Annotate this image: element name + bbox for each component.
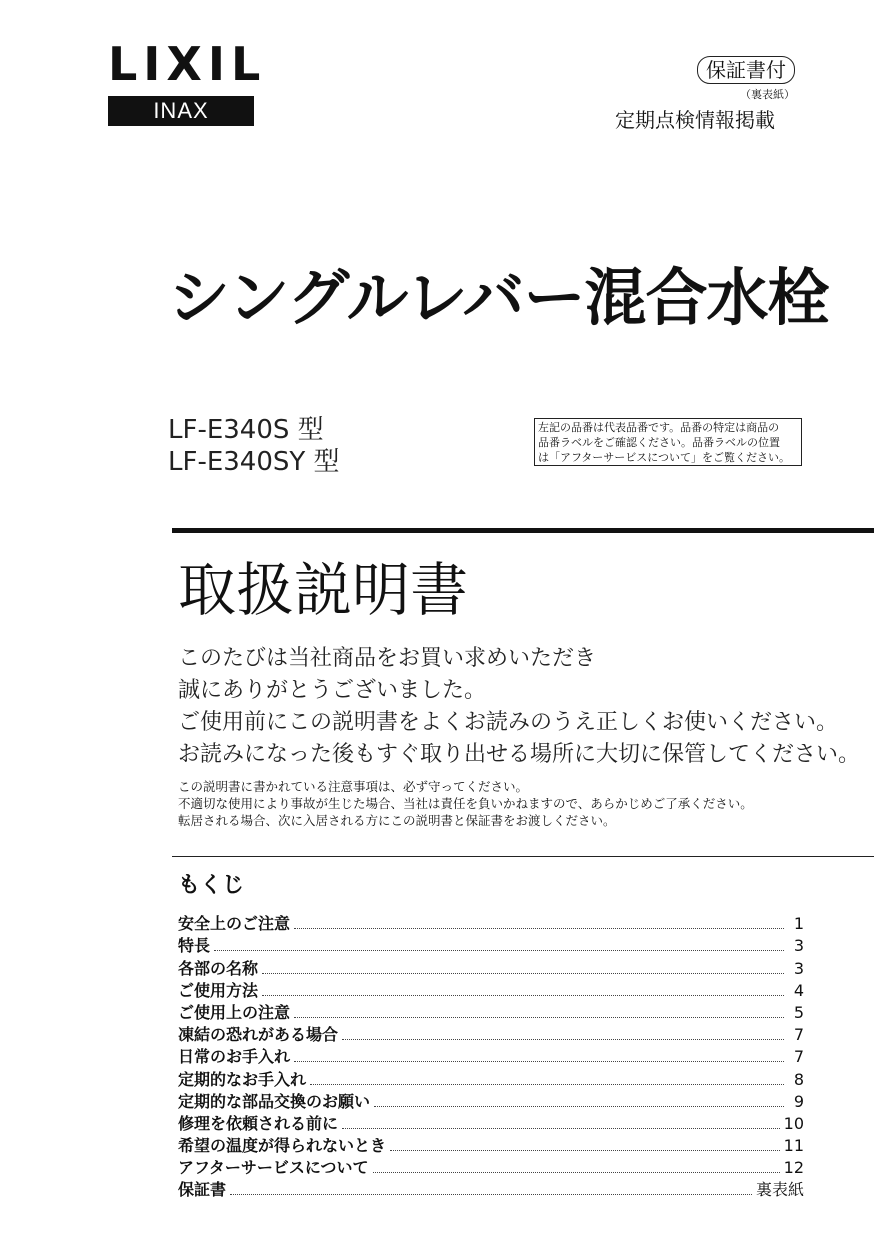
toc-item[interactable] [178, 1112, 804, 1134]
toc-label: 定期的なお手入れ [178, 1069, 307, 1089]
manual-title: 取扱説明書 [178, 556, 469, 624]
toc-leader [373, 1171, 780, 1173]
model-notice-box [534, 418, 802, 466]
warranty-location: （裏表紙） [740, 88, 795, 101]
caution-line: 転居される場合、次に入居される方にこの説明書と保証書をお渡しください。 [178, 813, 616, 828]
notice-line: 品番ラベルをご確認ください。品番ラベルの位置 [538, 436, 780, 449]
toc-leader [214, 949, 784, 951]
toc-page: 9 [793, 1091, 804, 1111]
section-divider [172, 528, 874, 533]
toc-item[interactable] [178, 1178, 804, 1200]
toc-leader [294, 927, 784, 929]
toc-leader [310, 1083, 784, 1085]
toc-label: 修理を依頼される前に [178, 1113, 339, 1133]
toc-item[interactable] [178, 912, 804, 934]
toc-page: 3 [793, 936, 804, 956]
toc-item[interactable] [178, 1156, 804, 1178]
toc-label: 凍結の恐れがある場合 [178, 1025, 339, 1045]
toc-page: 7 [793, 1047, 804, 1067]
toc-leader [262, 994, 784, 996]
toc-label: 日常のお手入れ [178, 1047, 291, 1067]
toc-page: 12 [783, 1158, 804, 1178]
toc-page: 7 [793, 1025, 804, 1045]
toc-heading: もくじ [178, 873, 245, 898]
toc-leader [390, 1149, 780, 1151]
table-of-contents [178, 912, 804, 1200]
caution-line: この説明書に書かれている注意事項は、必ず守ってください。 [178, 779, 529, 794]
toc-label: 保証書 [178, 1180, 227, 1200]
toc-leader [342, 1127, 780, 1129]
toc-item[interactable] [178, 1090, 804, 1112]
toc-item[interactable] [178, 956, 804, 978]
toc-item[interactable] [178, 1045, 804, 1067]
toc-page: 11 [783, 1136, 804, 1156]
toc-item[interactable] [178, 1001, 804, 1023]
warranty-badge: 保証書付 [697, 56, 795, 84]
toc-label: 特長 [178, 936, 211, 956]
toc-page: 10 [783, 1113, 804, 1133]
caution-line: 不適切な使用により事故が生じた場合、当社は責任を負いかねますので、あらかじめご了承ください。 [178, 796, 753, 811]
toc-item[interactable] [178, 979, 804, 1001]
toc-page: 1 [793, 914, 804, 934]
brand-logo: LIXIL [108, 37, 267, 91]
toc-page: 3 [793, 958, 804, 978]
toc-item[interactable] [178, 1067, 804, 1089]
toc-label: 希望の温度が得られないとき [178, 1136, 387, 1156]
sub-brand-label: INAX [108, 96, 254, 126]
toc-item[interactable] [178, 1023, 804, 1045]
toc-label: アフターサービスについて [178, 1158, 369, 1178]
product-title: シングルレバー混合水栓 [168, 261, 829, 334]
toc-item[interactable] [178, 1134, 804, 1156]
intro-line: 誠にありがとうございました。 [178, 678, 487, 703]
toc-leader [230, 1193, 752, 1195]
toc-page: 裏表紙 [755, 1180, 804, 1200]
toc-label: 定期的な部品交換のお願い [178, 1091, 371, 1111]
toc-label: 安全上のご注意 [178, 914, 291, 934]
toc-leader [342, 1038, 784, 1040]
toc-item[interactable] [178, 934, 804, 956]
toc-page: 5 [793, 1002, 804, 1022]
toc-leader [294, 1060, 784, 1062]
intro-line: ご使用前にこの説明書をよくお読みのうえ正しくお使いください。 [178, 710, 839, 735]
model-number: LF-E340SY 型 [168, 447, 340, 477]
toc-label: ご使用上の注意 [178, 1002, 291, 1022]
toc-divider [172, 856, 874, 857]
toc-page: 8 [793, 1069, 804, 1089]
inspection-note: 定期点検情報掲載 [615, 108, 775, 132]
toc-leader [374, 1105, 784, 1107]
toc-label: ご使用方法 [178, 980, 259, 1000]
toc-leader [262, 972, 784, 974]
intro-line: お読みになった後もすぐ取り出せる場所に大切に保管してください。 [178, 742, 861, 767]
notice-line: 左記の品番は代表品番です。品番の特定は商品の [538, 421, 780, 434]
toc-label: 各部の名称 [178, 958, 259, 978]
toc-page: 4 [793, 980, 804, 1000]
notice-line: は「アフターサービスについて」をご覧ください。 [538, 451, 791, 464]
toc-leader [294, 1016, 784, 1018]
model-number: LF-E340S 型 [168, 415, 324, 445]
intro-line: このたびは当社商品をお買い求めいただき [178, 646, 597, 671]
